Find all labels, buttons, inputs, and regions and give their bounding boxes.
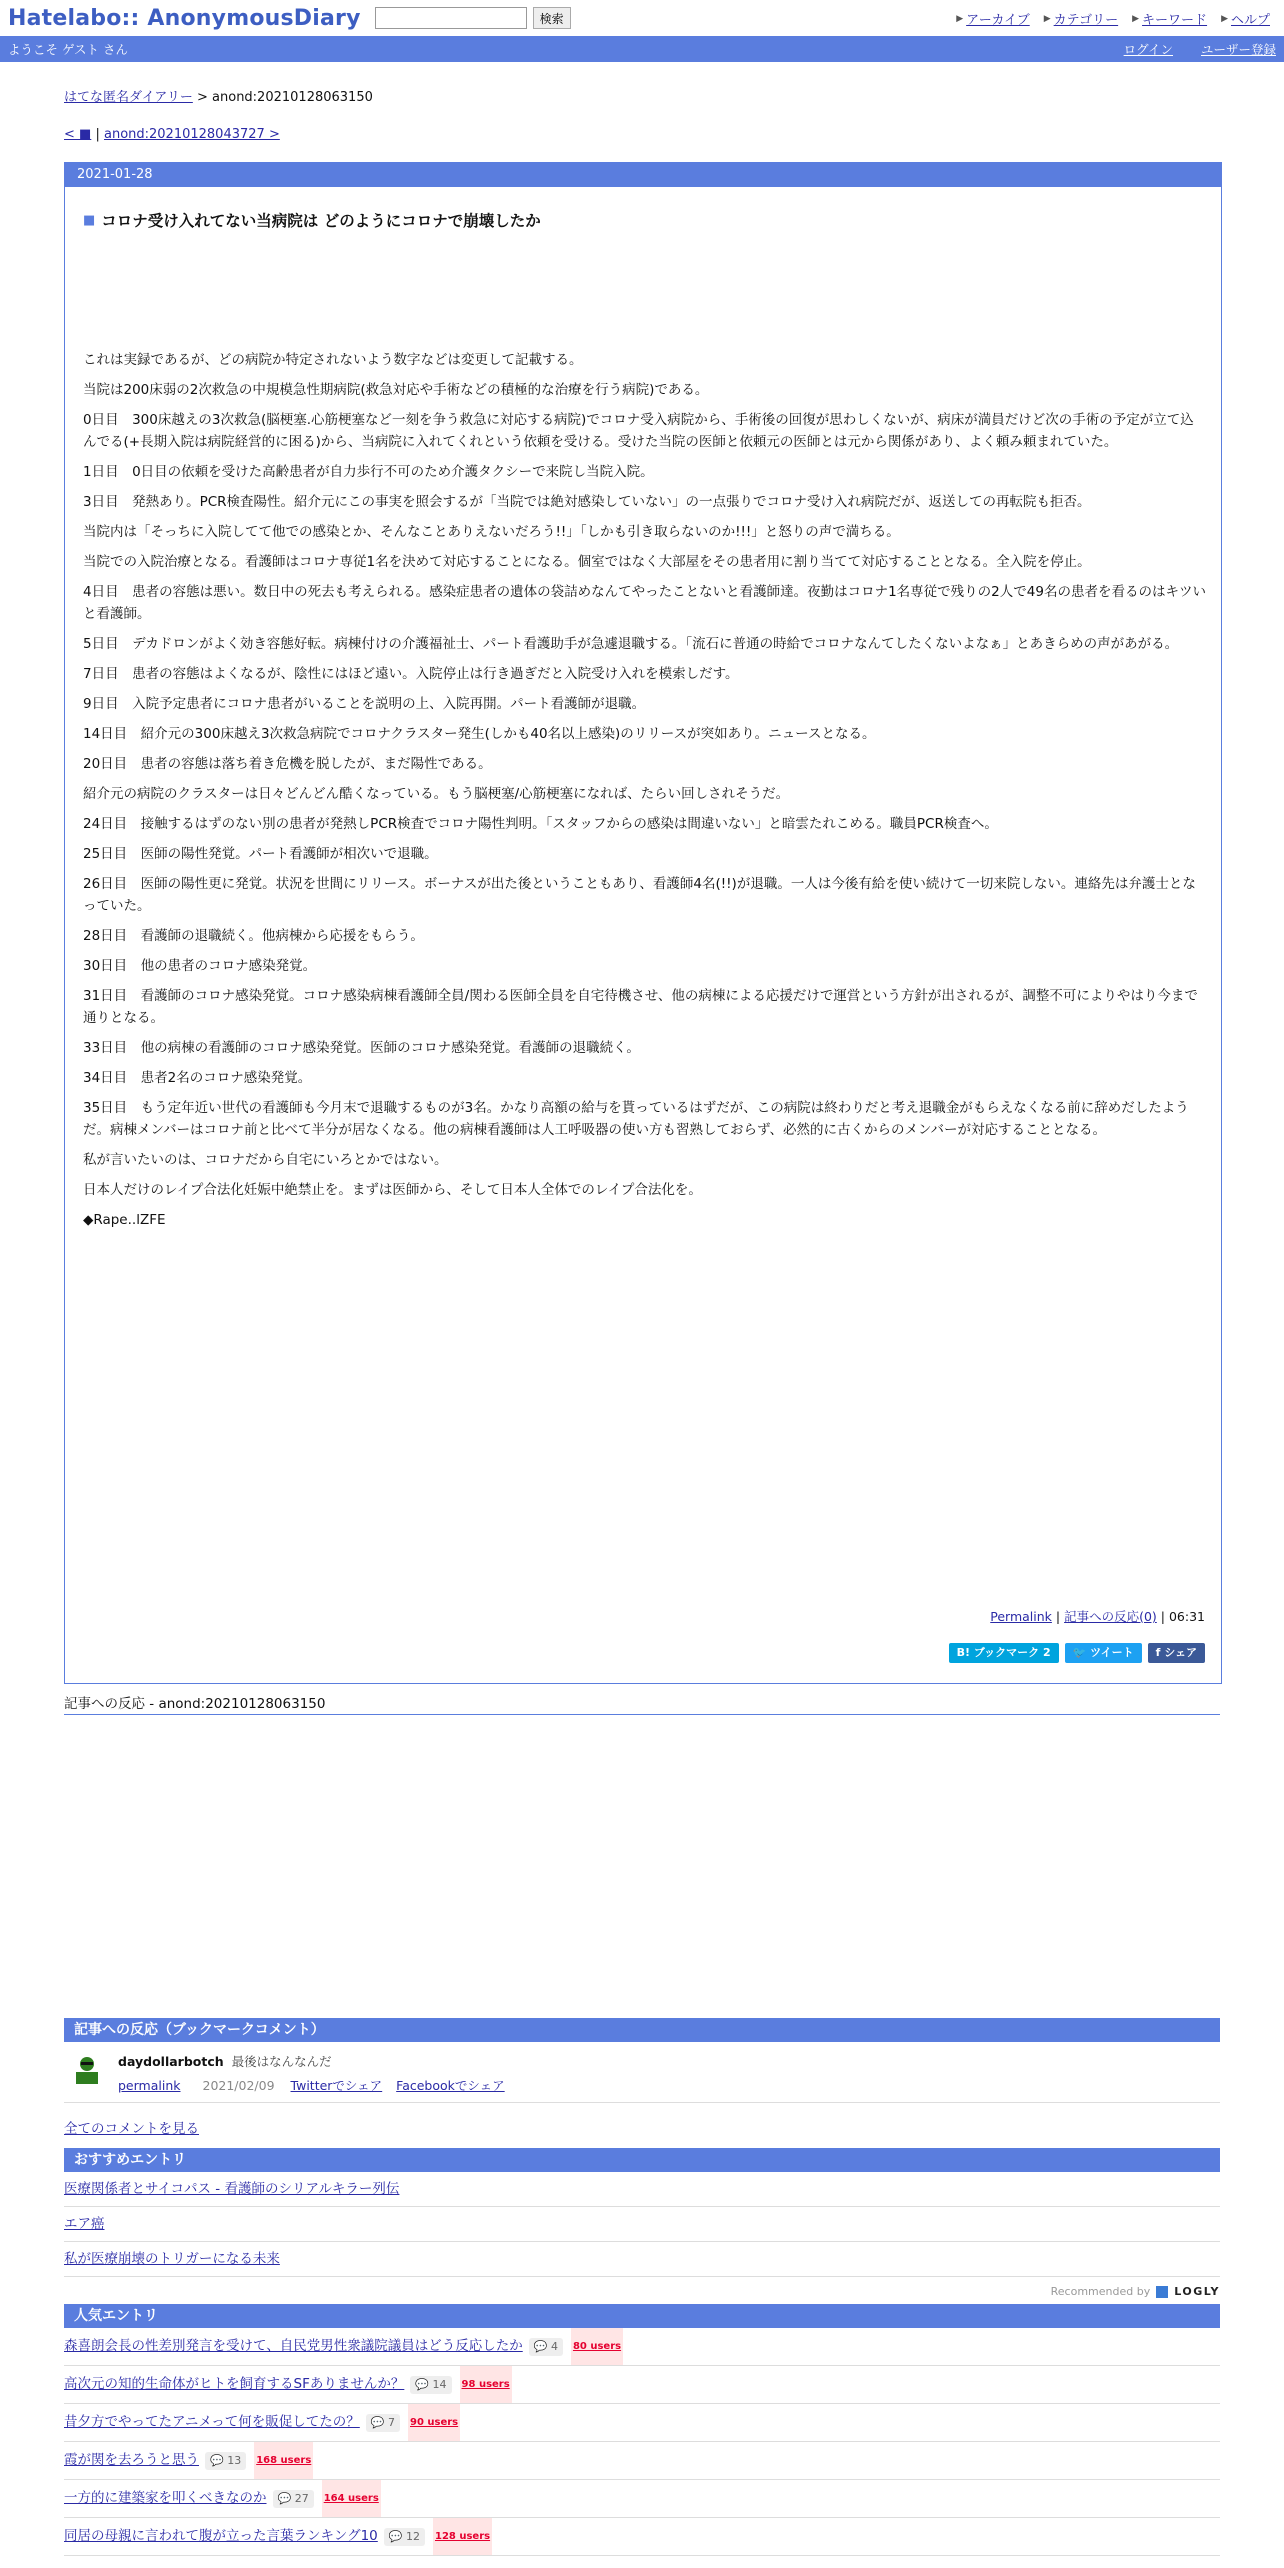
tweet-button[interactable] bbox=[1065, 1643, 1142, 1663]
avatar[interactable] bbox=[70, 2052, 104, 2086]
comment-count-value: 4 bbox=[550, 2339, 558, 2353]
list-item bbox=[64, 2404, 1220, 2442]
popular-entries bbox=[64, 2304, 1220, 2556]
recommended-heading: おすすめエントリ bbox=[64, 2148, 1220, 2172]
comment-bubble-icon: 💬 bbox=[388, 2529, 406, 2543]
square-icon[interactable]: ■ bbox=[83, 212, 96, 228]
nav-link[interactable]: アーカイブ bbox=[966, 13, 1030, 28]
user-bar bbox=[0, 36, 1284, 62]
arrow-icon: ▶ bbox=[1132, 13, 1140, 24]
list-item bbox=[64, 2207, 1220, 2242]
comment-bubble-icon: 💬 bbox=[370, 2415, 388, 2429]
comment-count[interactable] bbox=[366, 2414, 400, 2432]
comment-bubble-icon: 💬 bbox=[210, 2453, 228, 2467]
welcome-text: ようこそ ゲスト さん bbox=[8, 42, 128, 57]
nav-link[interactable]: キーワード bbox=[1142, 13, 1208, 28]
permalink-link[interactable]: Permalink bbox=[990, 1609, 1052, 1624]
list-item bbox=[64, 2518, 1220, 2556]
twitter-share-link[interactable]: Twitterでシェア bbox=[290, 2078, 383, 2093]
nav-link[interactable]: ヘルプ bbox=[1230, 13, 1270, 28]
nav-item-keyword[interactable] bbox=[1132, 9, 1207, 28]
tweet-label: ツイート bbox=[1090, 1646, 1134, 1659]
bookmark-users-badge[interactable]: 80 users bbox=[571, 2328, 623, 2365]
comment-count-value: 7 bbox=[388, 2415, 395, 2429]
breadcrumb bbox=[64, 86, 1220, 105]
arrow-icon: ▶ bbox=[1221, 13, 1228, 24]
facebook-icon: f bbox=[1155, 1646, 1165, 1659]
bookmark-comment: 最後はなんなんだ bbox=[231, 2054, 332, 2069]
login-link[interactable]: ログイン bbox=[1123, 42, 1173, 57]
entry-paragraph: 日本人だけのレイプ合法化妊娠中絶禁止を。まずは医師から、そして日本人全体でのレイプ合法化を。 bbox=[83, 1182, 702, 1198]
search-button[interactable]: 検索 bbox=[533, 7, 571, 29]
nav-item-category[interactable] bbox=[1044, 9, 1118, 28]
entry-paragraph: 31日目 看護師のコロナ感染発覚。コロナ感染病棟看護師全員/関わる医師全員を自宅待機させ、他の病棟による応援だけで運営という方針が出されるが、調整不可によりやはり今まで通りとなる。 bbox=[83, 988, 1198, 1026]
comment-count-value: 27 bbox=[294, 2491, 309, 2505]
top-nav bbox=[956, 9, 1270, 28]
facebook-share-link[interactable]: Facebookでシェア bbox=[396, 2078, 505, 2093]
entry-pager bbox=[64, 127, 1220, 142]
entry-meta: Permalink | 記事への反応(0) | 06:31 bbox=[990, 1609, 1205, 1624]
arrow-icon: ▶ bbox=[956, 13, 964, 24]
entry-paragraph: 9日目 入院予定患者にコロナ患者がいることを説明の上、入院再開。パート看護師が退職。 bbox=[83, 696, 646, 712]
entry-title bbox=[83, 209, 541, 231]
list-item bbox=[64, 2442, 1220, 2480]
entry-paragraph: 当院での入院治療となる。看護師はコロナ専従1名を決めて対応することになる。個室ではなく大部屋をその患者用に割り当てて対応することとなる。全入院を停止。 bbox=[83, 554, 1091, 570]
share-label: シェア bbox=[1164, 1646, 1197, 1659]
comment-count[interactable] bbox=[384, 2528, 425, 2546]
entry-paragraph: 7日目 患者の容態はよくなるが、陰性にはほど遠い。入院停止は行き過ぎだと入院受け入れを模索しだす。 bbox=[83, 666, 739, 682]
comment-count[interactable] bbox=[529, 2338, 563, 2356]
twitter-bird-icon: 🐦 bbox=[1072, 1646, 1091, 1659]
entry-paragraph: 3日目 発熱あり。PCR検査陽性。紹介元にこの事実を照会するが「当院では絶対感染していない」の一点張りでコロナ受け入れ病院だが、返送しての再転院も拒否。 bbox=[83, 494, 1091, 510]
entry-paragraph: 当院内は「そっちに入院してて他での感染とか、そんなことありえないだろう!!」「しかも引き取らないのか!!!」と怒りの声で満ちる。 bbox=[83, 524, 900, 540]
recommended-link[interactable]: 医療関係者とサイコパス - 看護師のシリアルキラー列伝 bbox=[64, 2181, 400, 2197]
list-item bbox=[64, 2172, 1220, 2207]
logly-logo-icon bbox=[1156, 2286, 1168, 2298]
pager-separator: | bbox=[95, 127, 100, 142]
entry-paragraph: 14日目 紹介元の300床越え3次救急病院でコロナクラスター発生(しかも40名以上感染)のリリースが突如あり。ニュースとなる。 bbox=[83, 726, 876, 742]
bookmark-heading: 記事への反応（ブックマークコメント） bbox=[64, 2018, 1220, 2042]
bookmark-date: 2021/02/09 bbox=[202, 2078, 275, 2093]
entry-paragraph: 1日目 0日目の依頼を受けた高齢患者が自力歩行不可のため介護タクシーで来院し当院入院。 bbox=[83, 464, 654, 480]
all-comments-link[interactable]: 全てのコメントを見る bbox=[64, 2121, 199, 2137]
nav-item-help[interactable] bbox=[1221, 9, 1270, 28]
facebook-share-button[interactable] bbox=[1148, 1643, 1205, 1663]
comment-count[interactable] bbox=[273, 2490, 314, 2508]
list-item bbox=[64, 2480, 1220, 2518]
popular-list bbox=[64, 2328, 1220, 2556]
recommended-link[interactable]: 私が医療崩壊のトリガーになる未来 bbox=[64, 2251, 280, 2267]
entry-paragraph: 0日目 300床越えの3次救急(脳梗塞.心筋梗塞など一刻を争う救急に対応する病院)でコロナ受入病院から、手術後の回復が思わしくないが、病床が満員だけど次の手術の予定が立て込んでる(+長期入院は病院経営的に困る)から、当病院に入れてくれという依頼を受ける。受けた当院の医師と依頼元の医師とは元から関係があり、よく頼み頼まれていた。 bbox=[83, 412, 1194, 450]
popular-link[interactable]: 一方的に建築家を叩くべきなのか bbox=[64, 2490, 267, 2506]
prev-entry-link[interactable]: < ■ bbox=[64, 127, 92, 142]
breadcrumb-current: anond:20210128063150 bbox=[212, 90, 373, 105]
recommended-entries bbox=[64, 2148, 1220, 2307]
entry-paragraph: 34日目 患者2名のコロナ感染発覚。 bbox=[83, 1070, 312, 1086]
bookmark-users-badge[interactable]: 164 users bbox=[322, 2480, 381, 2517]
entry-time: 06:31 bbox=[1168, 1609, 1205, 1624]
entry-body bbox=[83, 349, 1207, 1239]
reactions-heading: 記事への反応 - anond:20210128063150 bbox=[64, 1692, 1220, 1715]
nav-item-archive[interactable] bbox=[956, 9, 1030, 28]
entry-paragraph: 33日目 他の病棟の看護師のコロナ感染発覚。医師のコロナ感染発覚。看護師の退職続く。 bbox=[83, 1040, 640, 1056]
list-item bbox=[64, 2242, 1220, 2277]
recommended-link[interactable]: エア癌 bbox=[64, 2216, 105, 2232]
entry-paragraph: 26日目 医師の陽性更に発覚。状況を世間にリリース。ボーナスが出た後ということもあり、看護師4名(!!)が退職。一人は今後有給を使い続けて一切来院しない。連絡先は弁護士となっていた。 bbox=[83, 876, 1196, 914]
register-link[interactable]: ユーザー登録 bbox=[1200, 42, 1276, 57]
popular-link[interactable]: 霞が関を去ろうと思う bbox=[64, 2452, 199, 2468]
entry-paragraph: 25日目 医師の陽性発覚。パート看護師が相次いで退職。 bbox=[83, 846, 438, 862]
bookmark-comments bbox=[64, 2018, 1220, 2103]
entry-paragraph: 4日目 患者の容態は悪い。数日中の死去も考えられる。感染症患者の遺体の袋詰めなんてやったことないと看護師達。夜勤はコロナ1名専従で残りの2人で49名の患者を看るのはキツいと看護師。 bbox=[83, 584, 1206, 622]
bookmark-users-badge[interactable]: 128 users bbox=[433, 2518, 492, 2555]
comment-bubble-icon: 💬 bbox=[277, 2491, 295, 2505]
nav-link[interactable]: カテゴリー bbox=[1053, 13, 1119, 28]
comment-count-value: 14 bbox=[432, 2377, 447, 2391]
comment-count-value: 13 bbox=[227, 2453, 242, 2467]
next-entry-link[interactable]: anond:20210128043727 > bbox=[103, 127, 280, 142]
entry-paragraph: 紹介元の病院のクラスターは日々どんどん酷くなっている。もう脳梗塞/心筋梗塞になれば、たらい回しされそうだ。 bbox=[83, 786, 790, 802]
breadcrumb-separator: > bbox=[196, 90, 208, 105]
day-section bbox=[64, 162, 1222, 1684]
arrow-icon: ▶ bbox=[1043, 13, 1051, 24]
entry-paragraph: 5日目 デカドロンがよく効き容態好転。病棟付けの介護福祉士、パート看護助手が急遽退職する。「流石に普通の時給でコロナなんてしたくないよなぁ」とあきらめの声があがる。 bbox=[83, 636, 1179, 652]
day-date: 2021-01-28 bbox=[65, 163, 1221, 187]
comment-count-value: 12 bbox=[405, 2529, 420, 2543]
entry-paragraph: 24日目 接触するはずのない別の患者が発熱しPCR検査でコロナ陽性判明。「スタッフからの感染は間違いない」と暗雲たれこめる。職員PCR検査へ。 bbox=[83, 816, 998, 832]
search-input[interactable] bbox=[375, 7, 527, 29]
breadcrumb-root[interactable]: はてな匿名ダイアリー bbox=[64, 90, 193, 105]
bookmark-user[interactable]: daydollarbotch bbox=[118, 2054, 224, 2069]
bookmark-users-badge[interactable]: 90 users bbox=[408, 2404, 460, 2441]
comment-count[interactable] bbox=[410, 2376, 451, 2394]
header bbox=[0, 0, 1284, 36]
entry-title-text: コロナ受け入れてない当病院は どのようにコロナで崩壊したか bbox=[101, 212, 541, 230]
entry-paragraph: 28日目 看護師の退職続く。他病棟から応援をもらう。 bbox=[83, 928, 424, 944]
comment-count[interactable] bbox=[205, 2452, 246, 2470]
bookmark-row bbox=[64, 2042, 1220, 2103]
entry-paragraph: 35日目 もう定年近い世代の看護師も今月末で退職するものが3名。かなり高額の給与を貰っているはずだが、この病院は終わりだと考え退職金がもらえなくなる前に辞めだしたようだ。病棟メンバーはコロナ前と比べて半分が居なくなる。他の病棟看護師は人工呼吸器の使い方も習熟しておらず、必然的に古くからのメンバーが対応することとなる。 bbox=[83, 1100, 1189, 1138]
entry-paragraph: ◆Rape..lZFE bbox=[83, 1212, 166, 1228]
recommended-by-text: Recommended by bbox=[1050, 2285, 1151, 2298]
site-logo[interactable]: Hatelabo:: AnonymousDiary bbox=[8, 5, 361, 31]
social-buttons bbox=[949, 1643, 1205, 1663]
entry-paragraph: これは実録であるが、どの病院か特定されないよう数字などは変更して記載する。 bbox=[83, 352, 583, 368]
popular-link[interactable]: 同居の母親に言われて腹が立った言葉ランキング10 bbox=[64, 2528, 378, 2544]
logly-brand[interactable]: LOGLY bbox=[1174, 2285, 1220, 2298]
bookmark-users-badge[interactable]: 168 users bbox=[254, 2442, 313, 2479]
recommended-footer bbox=[64, 2277, 1220, 2307]
bookmark-permalink[interactable]: permalink bbox=[118, 2078, 181, 2093]
list-item bbox=[64, 2328, 1220, 2366]
all-comments bbox=[64, 2117, 1220, 2137]
comment-bubble-icon: 💬 bbox=[415, 2377, 433, 2391]
reactions-link[interactable]: 記事への反応(0) bbox=[1064, 1609, 1157, 1624]
popular-link[interactable]: 高次元の知的生命体がヒトを飼育するSFありませんか？ bbox=[64, 2376, 405, 2392]
hatena-bookmark-button[interactable]: B! ブックマーク 2 bbox=[949, 1643, 1059, 1663]
entry-paragraph: 私が言いたいのは、コロナだから自宅にいろとかではない。 bbox=[83, 1152, 448, 1168]
popular-link[interactable]: 昔夕方でやってたアニメって何を販促してたの？ bbox=[64, 2414, 360, 2430]
entry-paragraph: 20日目 患者の容態は落ち着き危機を脱したが、まだ陽性である。 bbox=[83, 756, 492, 772]
bookmark-users-badge[interactable]: 98 users bbox=[460, 2366, 512, 2403]
list-item bbox=[64, 2366, 1220, 2404]
entry-paragraph: 30日目 他の患者のコロナ感染発覚。 bbox=[83, 958, 317, 974]
comment-bubble-icon: 💬 bbox=[533, 2339, 551, 2353]
popular-heading: 人気エントリ bbox=[64, 2304, 1220, 2328]
entry-paragraph: 当院は200床弱の2次救急の中規模急性期病院(救急対応や手術などの積極的な治療を行う病院)である。 bbox=[83, 382, 709, 398]
popular-link[interactable]: 森喜朗会長の性差別発言を受けて、自民党男性衆議院議員はどう反応したか bbox=[64, 2338, 523, 2354]
